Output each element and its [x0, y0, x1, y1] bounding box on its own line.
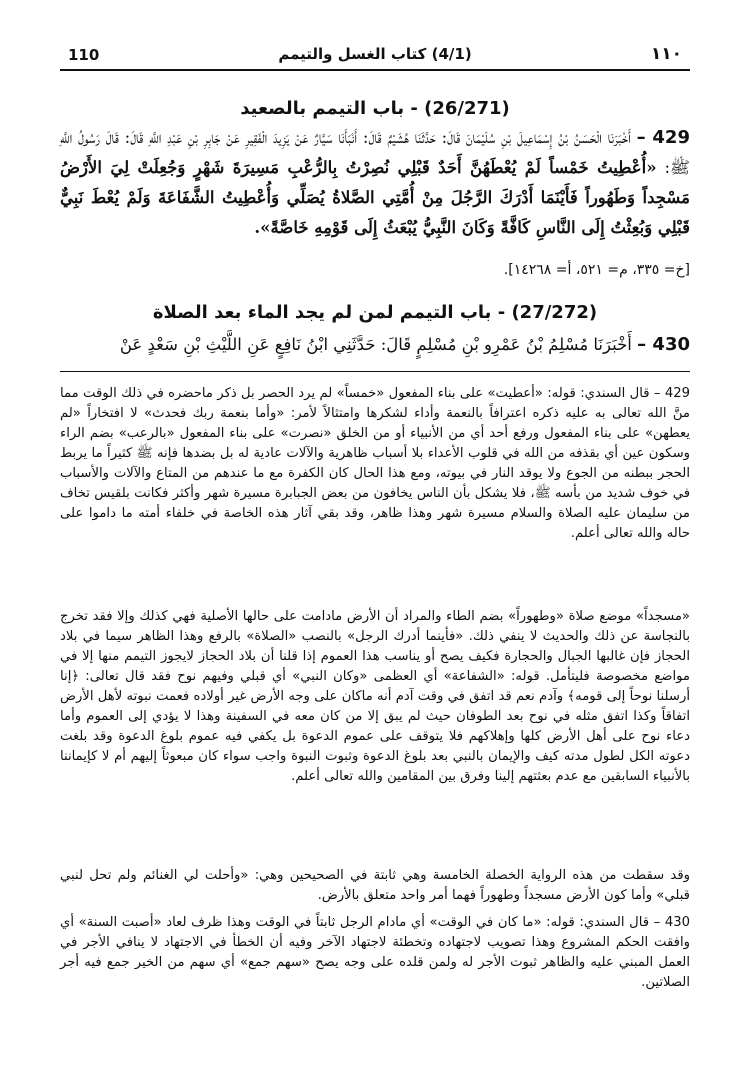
hadith-isnad: أَخْبَرَنَا الْحَسَنُ بْنُ إِسْمَاعِيلَ بْنِ سُلَيْمَانَ قَالَ: حَدَّثَنَا هُشَيْمٌ قَالَ: أَنْبَأَنَا سَيَّارٌ عَنْ يَزِيدَ الْفَقِيرِ عَنْ جَابِرِ بْنِ عَبْدِ اللَّهِ قَالَ: قَالَ رَسُولُ اللَّهِ ﷺ: — [60, 128, 690, 177]
running-title: (4/1) كتاب الغسل والتيمم — [278, 45, 472, 63]
chapter-ref: (27/272) — [511, 302, 598, 323]
chapter-heading — [60, 98, 690, 119]
chapter-title: - باب التيمم لمن لم يجد الماء بعد الصلاة — [152, 302, 506, 323]
chapter-heading — [60, 302, 690, 323]
hadith-matn: «أُعْطِيتُ خَمْساً لَمْ يُعْطَهُنَّ أَحَدٌ قَبْلِي نُصِرْتُ بِالرُّعْبِ مَسِيرَةَ شَهْرٍ وَجُعِلَتْ لِيَ الأَرْضُ مَسْجِداً وَطَهُوراً فَأَيْنَمَا أَدْرَكَ الرَّجُلَ مِنْ أُمَّتِي الصَّلاةُ يُصَلِّي وَأُعْطِيتُ الشَّفَاعَةَ وَلَمْ يُعْطَ نَبِيٌّ قَبْلِي وَبُعِثْتُ إِلَى النَّاسِ كَافَّةً وَكَانَ النَّبِيُّ يُبْعَثُ إِلَى قَوْمِهِ خَاصَّةً». — [60, 158, 690, 237]
commentary-paragraph: وقد سقطت من هذه الرواية الخصلة الخامسة وهي ثابتة في الصحيحين وهي: «وأحلت لي الغنائم ولم تحل لنبي قبلي» وأما كون الأرض مسجداً وطهوراً فهما أمر واحد متعلق بالأرض. — [60, 868, 690, 903]
commentary-paragraph: «مسجداً» موضع صلاة «وطهوراً» بضم الطاء والمراد أن الأرض مادامت على حالها الأصلية فهي كذلك وإلا فقد تخرج بالنجاسة عن ذلك والحديث لا ينفي ذلك. «فأينما أدرك الرجل» بالنصب «الصلاة» بالرفع وهذا الظاهر سيما في بلاد الحجاز فإن غالبها الجبال والحجارة فكيف يصح أو يناسب هذا العموم إذا قلنا أن بلاد الحجاز لايجوز التيمم منها إلا في مواضع مخصوصة فليتأمل. قوله: «الشفاعة» أي العظمى «وكان النبي» أي قبلي وفيهم نوح فقد قال تعالى: ﴿إنا أرسلنا نوحاً إلى قومه﴾ وآدم نعم قد اتفق في وقت آدم أنه ماكان على وجه الأرض غير أولاده فعمت نبوته لأهل الأرض اتفاقاً وكذا اتفق مثله في نوح بعد الطوفان حيث لم يبق إلا من كان معه في السفينة وهذا لا يؤدي إلى العموم وأما دعاء نوح على أهل الأرض كلها وإهلاكهم فلا يتوقف على عموم الدعوة بل يكفي فيه عموم بلوغ الدعوة وقد بلغت دعوته الكل لطول مدته كيف والإيمان بالنبي بعد بلوغ الدعوة وثبوت النبوة واجب سواء كان مبعوثاً إليهم أم لا كإيماننا بالأنبياء السابقين مع عدم بعثتهم إلينا وفرق بين المقامين والله تعالى أعلم. — [60, 609, 690, 784]
hadith-number: 429 – — [636, 127, 690, 148]
commentary-429-part1 — [60, 384, 690, 544]
header-divider — [60, 69, 690, 71]
page-number: 110 — [68, 46, 100, 64]
commentary-429-part2 — [60, 607, 690, 787]
chapter-ref: (26/271) — [424, 98, 510, 119]
hadith-430 — [60, 330, 690, 360]
commentary-paragraph: 429 – قال السندي: قوله: «أعطيت» على بناء المفعول «خمساً» لم يرد الحصر بل ذكر ماحضره في ذلك الوقت مما منَّ الله تعالى به عليه ذكره اعترافاً بالنعمة وأداء لشكرها وامتثالاً لأمر: «وأما بنعمة ربك فحدث» لا افتخاراً «لم يعطهن» على بناء المفعول ورفع أحد أي من الأنبياء أو من الخلق «نصرت» على بناء المفعول «بالرعب» بضم الراء وسكون عين أي بقذفه من الله في قلوب الأعداء بلا أسباب ظاهرية والآلات عادية له بل بضدها فإنه ﷺ كثيراً ما يربط الحجر ببطنه من الجوع ولا يوقد النار في بيوته، ومع هذا الحال كان الكفرة مع ما عندهم من المتاع والآلات والأسباب في خوف شديد من بأسه ﷺ، فلا يشكل بأن الناس يخافون من بعض الجبابرة مسيرة شهر وأكثر فكانت بلقيس تخاف من سليمان عليه الصلاة والسلام مسيرة شهر وهذا ظاهر، وقد بقي آثار هذه الخاصة في خلفاء أمته ما داموا على حاله والله تعالى أعلم. — [60, 386, 690, 541]
takhrij-reference: [خ= ٣٣٥، م= ٥٢١، أ= ١٤٢٦٨]. — [503, 262, 690, 278]
hadith-number: 430 – — [637, 334, 690, 355]
hadith-429 — [60, 123, 690, 243]
commentary-paragraph: 430 – قال السندي: قوله: «ما كان في الوقت» أي مادام الرجل ثابتاً في الوقت وهذا ظرف لعاد «أصبت السنة» أي وافقت الحكم المشروع وهذا تصويب لاجتهاده وتخطئة لاجتهاد الآخر وفيه أن الخطأ في الاجتهاد لا ينافي الأجر في العمل المبني عليه والظاهر ثبوت الأجر له ولمن قلده على وجه يصح «سهم جمع» أي سهم من الخير جمع فيه أجر الصلاتين. — [60, 915, 690, 990]
page-header — [60, 42, 690, 68]
footnote-divider — [60, 371, 690, 372]
page-number-arabic: ١١٠ — [650, 44, 682, 64]
commentary-429-part3 — [60, 866, 690, 906]
chapter-title: - باب التيمم بالصعيد — [240, 98, 418, 119]
commentary-430 — [60, 913, 690, 993]
hadith-isnad: أَخْبَرَنَا مُسْلِمُ بْنُ عَمْرِو بْنِ مُسْلِمٍ قَالَ: حَدَّثَنِي ابْنُ نَافِعٍ عَنِ اللَّيْثِ بْنِ سَعْدٍ عَنْ — [119, 335, 632, 354]
